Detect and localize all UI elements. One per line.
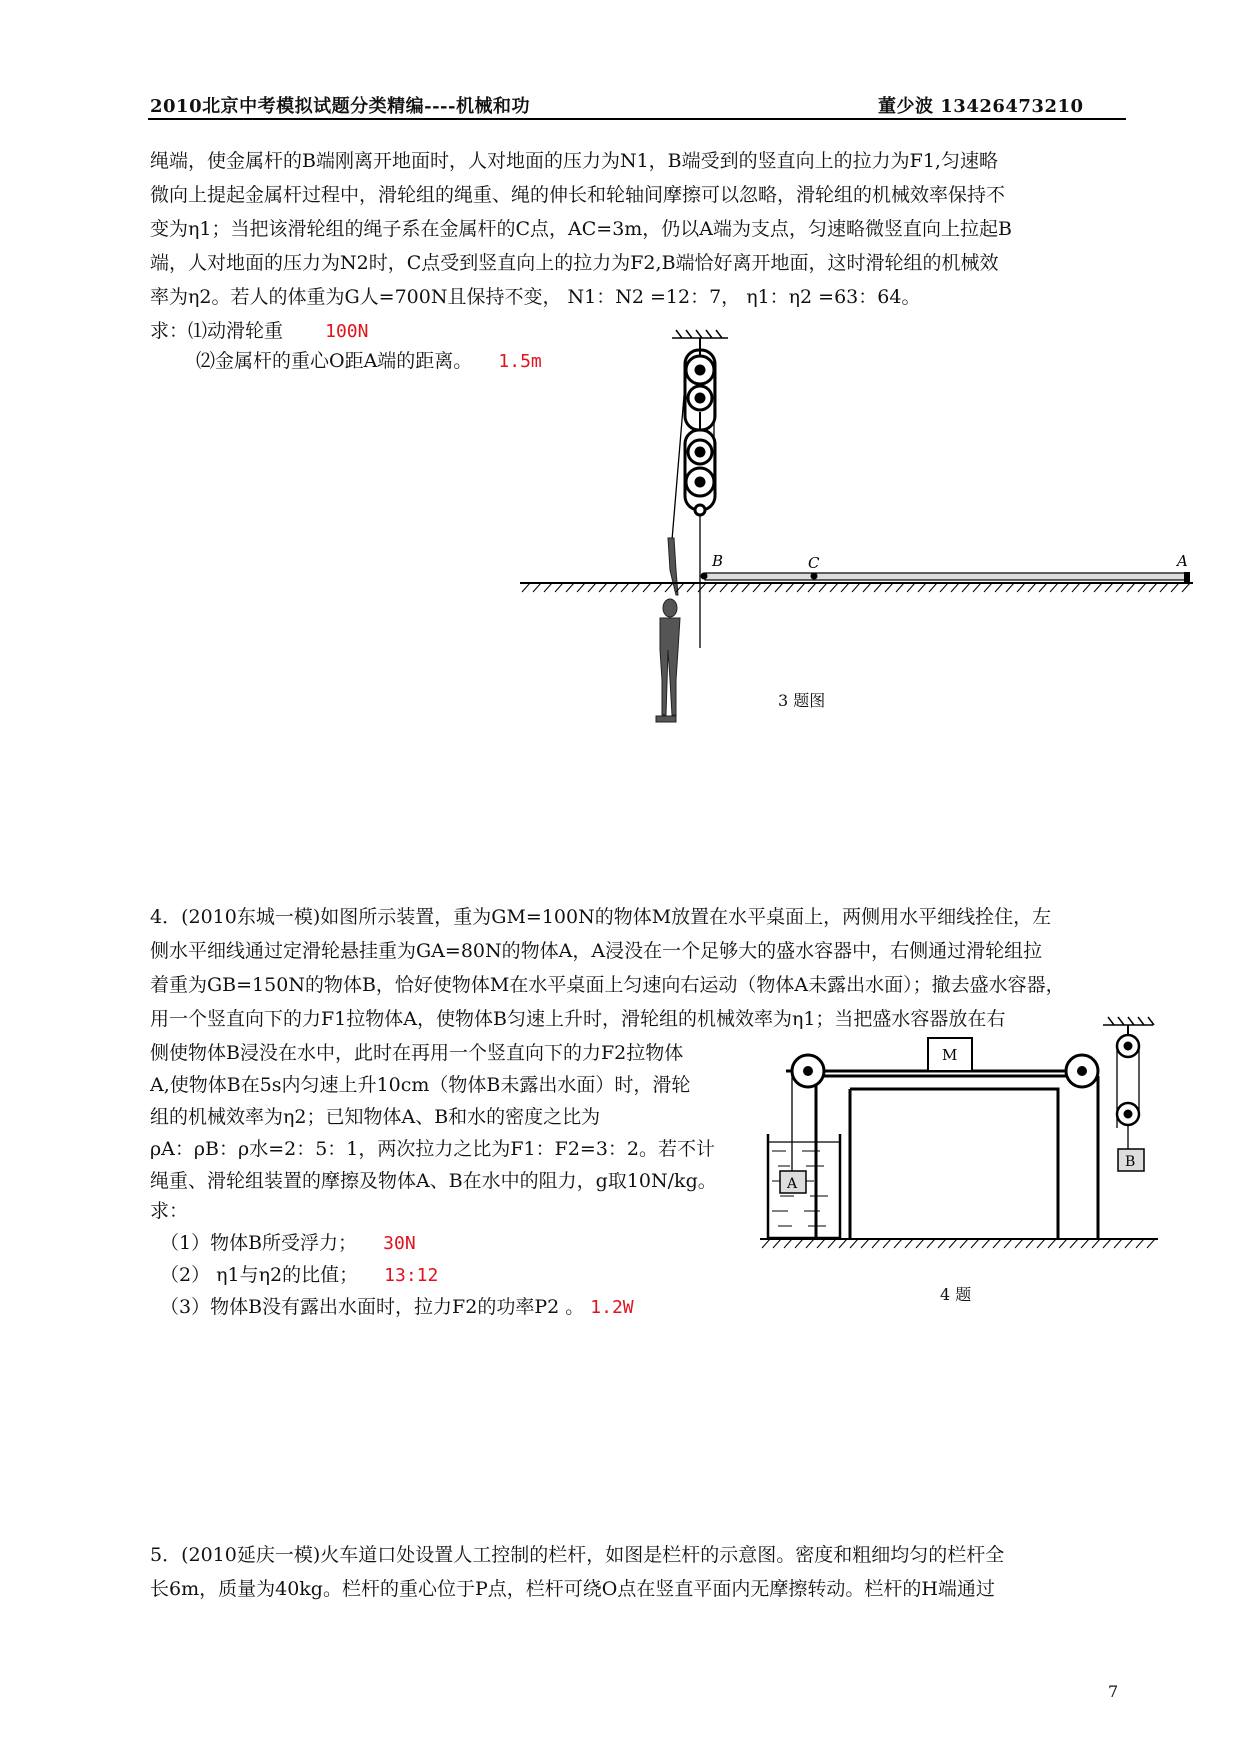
q4-caption: 4 题 — [940, 1285, 972, 1304]
q3-sub-2 — [196, 348, 542, 375]
q3-answer-2: 1.5m — [498, 351, 542, 372]
label-c: C — [808, 554, 820, 572]
ground-hatch-lines — [522, 583, 1190, 592]
q3-answer-1: 100N — [325, 321, 369, 342]
point-b-marker — [701, 573, 708, 580]
label-a: A — [787, 1176, 798, 1192]
q4-answer-2: 13:12 — [384, 1265, 439, 1286]
q4-answer-1: 30N — [383, 1233, 416, 1254]
pulley-block — [685, 338, 715, 515]
point-c-marker — [811, 573, 818, 580]
q3-line-4: 端，人对地面的压力为N2时，C点受到竖直向上的拉力为F2,B端恰好离开地面，这时滑轮组的机械效 — [150, 252, 999, 274]
q4-line-10: 求： — [150, 1200, 189, 1222]
q4-line-8: ρA：ρB：ρ水=2：5：1，两次拉力之比为F1：F2=3：2。若不计 — [150, 1138, 716, 1160]
ground-hatch-lines — [762, 1239, 1155, 1248]
q4-answer-3: 1.2W — [590, 1297, 634, 1318]
point-a-support — [1184, 572, 1190, 582]
q3-line-3: 变为η1；当把该滑轮组的绳子系在金属杆的C点，AC=3m，仍以A端为支点，匀速略微竖直向上拉起B — [150, 218, 1012, 240]
table-frame — [786, 1071, 1098, 1239]
q4-sub-3 — [160, 1294, 634, 1321]
q4-line-3: 着重为GB=150N的物体B，恰好使物体M在水平桌面上匀速向右运动（物体A未露出水面）；撤去盛水容器， — [150, 974, 1065, 996]
label-b: B — [712, 552, 724, 570]
q3-sub-2-text: ⑵金属杆的重心O距A端的距离。 — [196, 350, 473, 372]
q4-sub-2-text: （2） η1与η2的比值； — [160, 1264, 359, 1286]
q4-line-7: 组的机械效率为η2；已知物体A、B和水的密度之比为 — [150, 1106, 601, 1128]
q4-line-4: 用一个竖直向下的力F1拉物体A，使物体B匀速上升时，滑轮组的机械效率为η1；当把盛水容器放在右 — [150, 1008, 1006, 1030]
q4-sub-1 — [160, 1230, 416, 1257]
q3-line-1: 绳端，使金属杆的B端刚离开地面时，人对地面的压力为N1，B端受到的竖直向上的拉力为F1,匀速略 — [150, 150, 998, 172]
label-b: B — [1125, 1154, 1136, 1170]
right-ceiling — [1103, 1017, 1154, 1025]
label-m: M — [942, 1046, 958, 1064]
ceiling-hatch — [672, 330, 728, 338]
q4-line-5: 侧使物体B浸没在水中，此时在再用一个竖直向下的力F2拉物体 — [150, 1042, 684, 1064]
q3-caption: 3 题图 — [778, 691, 826, 710]
q3-figure — [500, 330, 1200, 670]
q4-line-9: 绳重、滑轮组装置的摩擦及物体A、B在水中的阻力，g取10N/kg。 — [150, 1170, 717, 1192]
q4-sub-3-text: （3）物体B没有露出水面时，拉力F2的功率P2 。 — [160, 1296, 585, 1318]
q3-sub-1-text: 求：⑴动滑轮重 — [150, 320, 284, 342]
left-pulley-axle — [803, 1066, 813, 1076]
q3-line-5: 率为η2。若人的体重为G人=700N且保持不变， N1：N2 =12：7， η1：η2 =63：64。 — [150, 286, 921, 308]
q5-line-2: 长6m，质量为40kg。栏杆的重心位于P点，栏杆可绕O点在竖直平面内无摩擦转动。栏杆的H端通过 — [150, 1578, 995, 1600]
q5-line-1: 5．(2010延庆一模)火车道口处设置人工控制的栏杆，如图是栏杆的示意图。密度和粗细均匀的栏杆全 — [150, 1544, 1005, 1566]
q4-figure — [758, 1016, 1158, 1276]
header-author: 董少波 13426473210 — [878, 96, 1084, 117]
right-pulley-axle — [1077, 1066, 1087, 1076]
label-a: A — [1177, 552, 1188, 570]
q3-sub-1 — [150, 318, 368, 345]
q3-line-2: 微向上提起金属杆过程中，滑轮组的绳重、绳的伸长和轮轴间摩擦可以忽略，滑轮组的机械效率保持不 — [150, 184, 1006, 206]
metal-bar — [705, 573, 1188, 580]
q4-line-1: 4．(2010东城一模)如图所示装置，重为GM=100N的物体M放置在水平桌面上，两侧用水平细线拴住，左 — [150, 906, 1052, 928]
q4-sub-2 — [160, 1262, 438, 1289]
pulley-group-b — [1117, 1025, 1139, 1149]
header-rule — [148, 118, 1126, 120]
q4-line-6: A,使物体B在5s内匀速上升10cm（物体B未露出水面）时，滑轮 — [150, 1074, 691, 1096]
q4-line-2: 侧水平细线通过定滑轮悬挂重为GA=80N的物体A，A浸没在一个足够大的盛水容器中，右侧通过滑轮组拉 — [150, 940, 1043, 962]
header-title: 2010北京中考模拟试题分类精编----机械和功 — [150, 96, 530, 117]
page-number: 7 — [1108, 1682, 1119, 1701]
person-silhouette — [656, 538, 680, 722]
q4-sub-1-text: （1）物体B所受浮力； — [160, 1232, 358, 1254]
